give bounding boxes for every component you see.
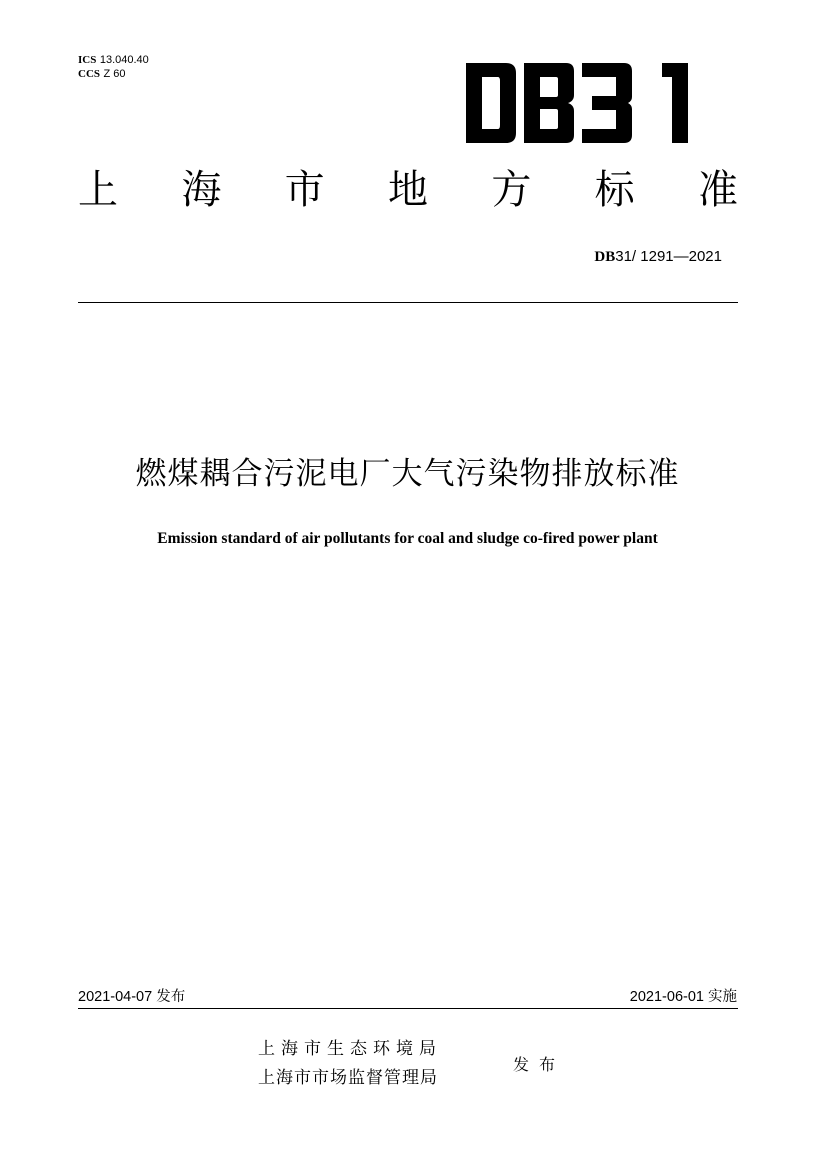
issuer-market-bureau: 上海市市场监督管理局 bbox=[258, 1068, 438, 1088]
standard-type-heading bbox=[78, 164, 738, 216]
doc-number-rest: 31/ 1291—2021 bbox=[615, 248, 722, 265]
standard-type-char: 海 bbox=[181, 167, 222, 213]
publish-date bbox=[78, 985, 185, 1006]
title-chinese: 燃煤耦合污泥电厂大气污染物排放标准 bbox=[135, 456, 680, 492]
ics-label: ICS bbox=[78, 54, 97, 66]
ccs-code bbox=[78, 67, 149, 81]
doc-number-prefix: DB bbox=[594, 249, 616, 265]
document-number bbox=[594, 248, 722, 266]
issuer-ecology-bureau: 上海市生态环境局 bbox=[258, 1039, 442, 1059]
publish-date-value: 2021-04-07 bbox=[78, 989, 153, 1005]
standard-type-char: 市 bbox=[284, 167, 325, 213]
header-divider bbox=[78, 302, 738, 303]
issue-label: 发布 bbox=[513, 1055, 566, 1074]
standard-type-char: 标 bbox=[594, 167, 635, 213]
footer-divider bbox=[78, 1008, 738, 1009]
classification-codes bbox=[78, 53, 149, 81]
title-english: Emission standard of air pollutants for coal and sludge co-fired power plant bbox=[157, 530, 658, 547]
publish-date-label: 发布 bbox=[156, 989, 186, 1005]
implement-date bbox=[630, 985, 737, 1006]
implement-date-label: 实施 bbox=[708, 989, 737, 1005]
ccs-label: CCS bbox=[78, 68, 101, 80]
ics-code bbox=[78, 53, 149, 67]
standard-type-char: 方 bbox=[491, 167, 532, 213]
db31-logo bbox=[466, 63, 694, 143]
standard-type-char: 准 bbox=[697, 167, 738, 213]
standard-type-char: 上 bbox=[78, 167, 118, 213]
issuing-authorities bbox=[258, 1035, 442, 1093]
implement-date-value: 2021-06-01 bbox=[629, 989, 704, 1005]
ics-value: 13.040.40 bbox=[99, 54, 149, 66]
ccs-value: Z 60 bbox=[103, 68, 126, 80]
standard-type-char: 地 bbox=[387, 167, 428, 213]
